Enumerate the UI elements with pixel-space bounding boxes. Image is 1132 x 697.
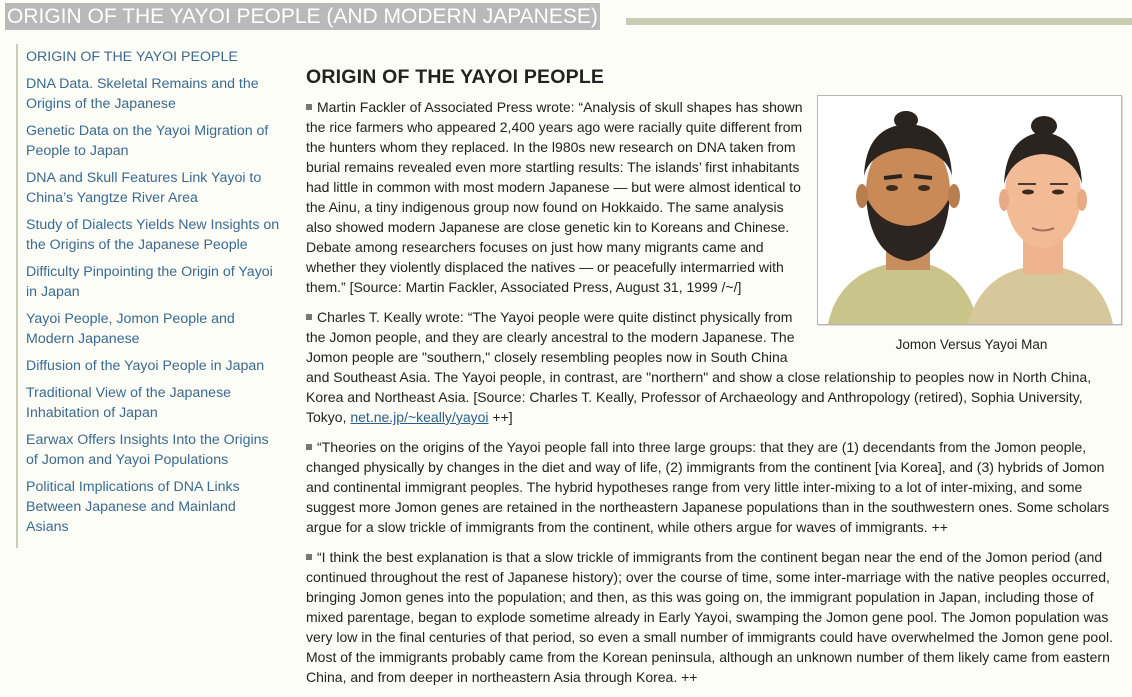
figure-caption: Jomon Versus Yayoi Man [895,337,1048,352]
sidebar-item [18,121,280,168]
sidebar-link-origin-yayoi[interactable]: ORIGIN OF THE YAYOI PEOPLE [26,49,238,65]
article-heading: ORIGIN OF THE YAYOI PEOPLE [306,66,605,88]
sidebar-link-genetic-migration[interactable]: Genetic Data on the Yayoi Migration of People to Japan [26,123,269,159]
page-title: ORIGIN OF THE YAYOI PEOPLE (AND MODERN JAPANESE) [7,5,598,28]
sidebar-link-diffusion[interactable]: Diffusion of the Yayoi People in Japan [26,358,265,374]
paragraph-tail: ++] [488,409,513,425]
sidebar-item [18,383,280,430]
sidebar-link-yangtze[interactable]: DNA and Skull Features Link Yayoi to China’s Yangtze River Area [26,170,262,206]
sidebar-item [18,74,280,121]
sidebar-link-dialects[interactable]: Study of Dialects Yields New Insights on the Origins of the Japanese People [26,217,280,253]
bullet-square-icon [306,314,312,320]
paragraph-theories [306,437,1126,537]
faces-illustration [818,96,1121,324]
sidebar-item [18,309,280,356]
sidebar-item [18,477,280,544]
sidebar-link-political[interactable]: Political Implications of DNA Links Between Japanese and Mainland Asians [26,479,240,535]
sidebar-link-pinpointing[interactable]: Difficulty Pinpointing the Origin of Yayoi in Japan [26,264,273,300]
sidebar-nav [16,44,280,548]
sidebar-link-dna-skeletal[interactable]: DNA Data. Skeletal Remains and the Origins of the Japanese [26,76,259,112]
sidebar-item [18,430,280,477]
sidebar-link-yayoi-jomon-modern[interactable]: Yayoi People, Jomon People and Modern Japanese [26,311,235,347]
main-content [306,66,1126,697]
paragraph-explanation [306,547,1126,687]
paragraph-text: “I think the best explanation is that a slow trickle of immigrants from the continent began near the end of the Jomon period (and continued throughout the rest of Japanese history); over the course of time, some inter-marriage with the native peoples occurred, bringing Jomon genes into the population; and then, as this was going on, the immigrant population in Japan, including those of mixed parentage, began to explode sometime already in Early Yayoi, swamping the Jomon gene pool. The Jomon population was very low in the final centuries of that period, so even a small number of immigrants could have overwhelmed the Jomon gene pool. Most of the immigrants probably came from the Korean peninsula, although an unknown number of them likely came from eastern China, and from deeper in northeastern Asia through Korea. ++ [306,549,1113,685]
sidebar-item [18,44,280,74]
sidebar-link-traditional-view[interactable]: Traditional View of the Japanese Inhabitation of Japan [26,385,232,421]
illustration-jomon-yayoi-men[interactable] [817,95,1122,325]
bullet-square-icon [306,444,312,450]
sidebar-item [18,262,280,309]
header-rule [626,18,1132,25]
sidebar-item [18,215,280,262]
bullet-square-icon [306,104,312,110]
sidebar-item [18,356,280,383]
paragraph-text: “Theories on the origins of the Yayoi people fall into three large groups: that they are (1) decendants from the Jomon people, changed physically by changes in the diet and way of life, (2) immigrants from the continent [via Korea], and (3) hybrids of Jomon and continental immigrant peoples. The hybrid hypotheses range from very little inter-mixing to a lot of inter-mixing, and some suggest more Jomon genes are retained in the northeastern Japanese populations than in the southwestern ones. Some scholars argue for a slow trickle of immigrants from the continent, while others argue for waves of immigrants. ++ [306,439,1110,535]
sidebar-link-earwax[interactable]: Earwax Offers Insights Into the Origins of Jomon and Yayoi Populations [26,432,269,468]
sidebar-item [18,168,280,215]
bullet-square-icon [306,554,312,560]
paragraph-text: Martin Fackler of Associated Press wrote: “Analysis of skull shapes has shown the rice farmers who appeared 2,400 years ago were racially quite different from the hunters whom they replaced. In the l980s new research on DNA taken from burial remains revealed even more startling results: The islands’ first inhabitants had little in common with most modern Japanese — but were almost identical to the Ainu, a tiny indigenous group now found on Hokkaido. The same analysis also showed modern Japanese are close genetic kin to Koreans and Chinese. Debate among researchers focuses on just how many migrants came and whether they violently displaced the natives — or peacefully intermarried with them.” [Source: Martin Fackler, Associated Press, August 31, 1999 /~/] [306,99,803,295]
paragraph-text: Charles T. Keally wrote: “The Yayoi people were quite distinct physically from the Jomon people, and they are clearly ancestral to the modern Japanese. The Jomon people are "southern," closely resembling peoples now in South China and Southeast Asia. The Yayoi people, in contrast, are "northern" and show a close relationship to peoples now in North China, Korea and Northeast Asia. [Source: Charles T. Keally, Professor of Archaeology and Anthropology (retired), Sophia University, Tokyo, [306,309,1092,425]
figure-jomon-yayoi [817,95,1126,352]
source-link-keally[interactable]: net.ne.jp/~keally/yayoi [350,409,489,425]
